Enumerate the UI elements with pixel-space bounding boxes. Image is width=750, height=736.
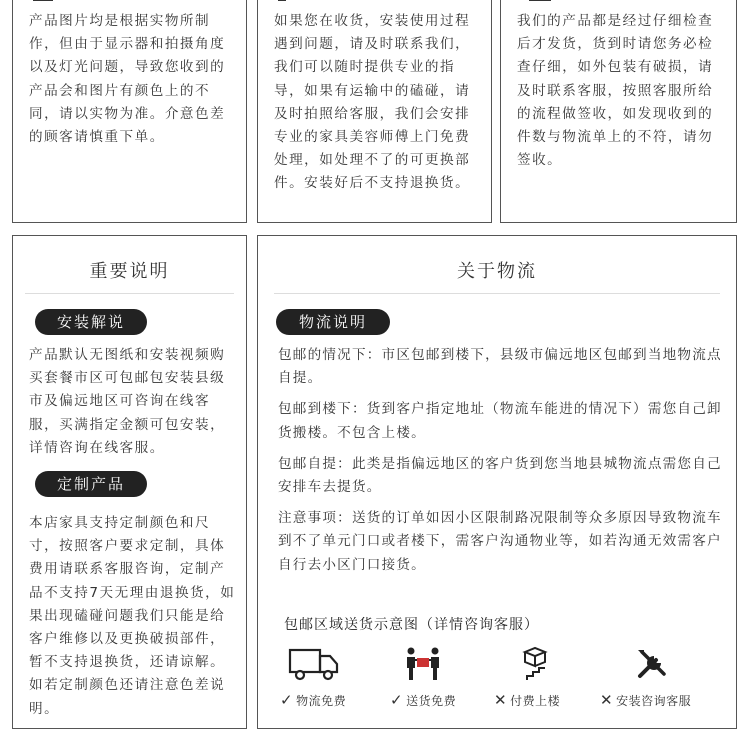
notice-box-color [12, 0, 247, 223]
notice-color-text: 产品图片均是根据实物所制作，但由于显示器和拍摄角度以及灯光问题，导致您收到的产品会和图片有颜色上的不同，请以实物为准。介意色差的顾客请慎重下单。 [29, 13, 226, 146]
logistics-paragraph: 注意事项：送货的订单如因小区限制路况限制等众多原因导致物流车到不了单元门口或者楼下，需客户沟通物业等，如若沟通无效需客户自行去小区门口接货。 [278, 510, 722, 573]
logistics-title: 关于物流 [457, 261, 537, 282]
truck-icon [288, 646, 340, 682]
notice-inspect-text: 我们的产品都是经过仔细检查后才发货，货到时请您务必检查仔细，如外包装有破损，请及时联系客服，按照客服所给的流程做签收，如发现收到的件数与物流单上的不符，请勿签收。 [517, 13, 714, 169]
diagram-title: 包邮区域送货示意图（详情咨询客服） [284, 617, 539, 633]
custom-pill: 定制产品 [35, 471, 147, 497]
icon-label-paid-upstairs [494, 691, 560, 709]
icon-label-text: 付费上楼 [510, 694, 561, 708]
delivery-people-icon [403, 646, 443, 682]
logistics-paragraph: 包邮自提：此类是指偏远地区的客户货到您当地县城物流点需您自己安排车去提货。 [278, 455, 722, 496]
custom-text: 本店家具支持定制颜色和尺寸，按照客户要求定制，具体费用请联系客服咨询，定制产品不支持7天无理由退换货，如果出现磕碰问题我们只能是给客户维修以及更换破损部件，暂不支持退换货，还请谅解。如若定制颜色还请注意色差说明。 [29, 515, 236, 717]
important-title: 重要说明 [89, 261, 170, 282]
logistics-paragraph: 包邮的情况下：市区包邮到楼下，县级市偏远地区包邮到当地物流点自提。 [278, 347, 722, 387]
install-text: 产品默认无图纸和安装视频购买套餐市区可包邮包安装县级市及偏远地区可咨询在线客服，买满指定金额可包安装，详情咨询在线客服。 [29, 347, 226, 456]
box-header-stub [529, 0, 551, 1]
install-pill: 安装解说 [35, 309, 147, 335]
important-box [12, 235, 247, 729]
divider [25, 293, 234, 294]
icon-label-install-consult [600, 691, 691, 709]
check-mark: ✓ [280, 691, 294, 709]
notice-box-inspect [500, 0, 737, 223]
logistics-paragraphs [278, 344, 726, 577]
icon-label-logistics-free [280, 691, 346, 709]
tools-icon [634, 646, 670, 682]
cross-mark: ✕ [494, 691, 508, 709]
icon-label-text: 送货免费 [406, 694, 457, 708]
icon-label-text: 物流免费 [296, 694, 347, 708]
logistics-pill: 物流说明 [276, 309, 390, 335]
cross-mark: ✕ [600, 691, 614, 709]
box-header-stub [278, 0, 286, 1]
check-mark: ✓ [390, 691, 404, 709]
divider [274, 293, 720, 294]
logistics-paragraph: 包邮到楼下：货到客户指定地址（物流车能进的情况下）需您自己卸货搬楼。不包含上楼。 [278, 401, 722, 441]
notice-box-install [257, 0, 492, 223]
icon-label-text: 安装咨询客服 [616, 694, 692, 708]
logistics-box [257, 235, 737, 729]
box-header-stub [33, 0, 53, 1]
box-stairs-icon [513, 646, 553, 682]
icon-label-delivery-free [390, 691, 456, 709]
notice-install-text: 如果您在收货，安装使用过程遇到问题，请及时联系我们，我们可以随时提供专业的指导，如果有运输中的磕碰，请及时拍照给客服，我们会安排专业的家具美容师傅上门免费处理，如处理不了的可更换部件。安装好后不支持退换货。 [274, 13, 471, 192]
